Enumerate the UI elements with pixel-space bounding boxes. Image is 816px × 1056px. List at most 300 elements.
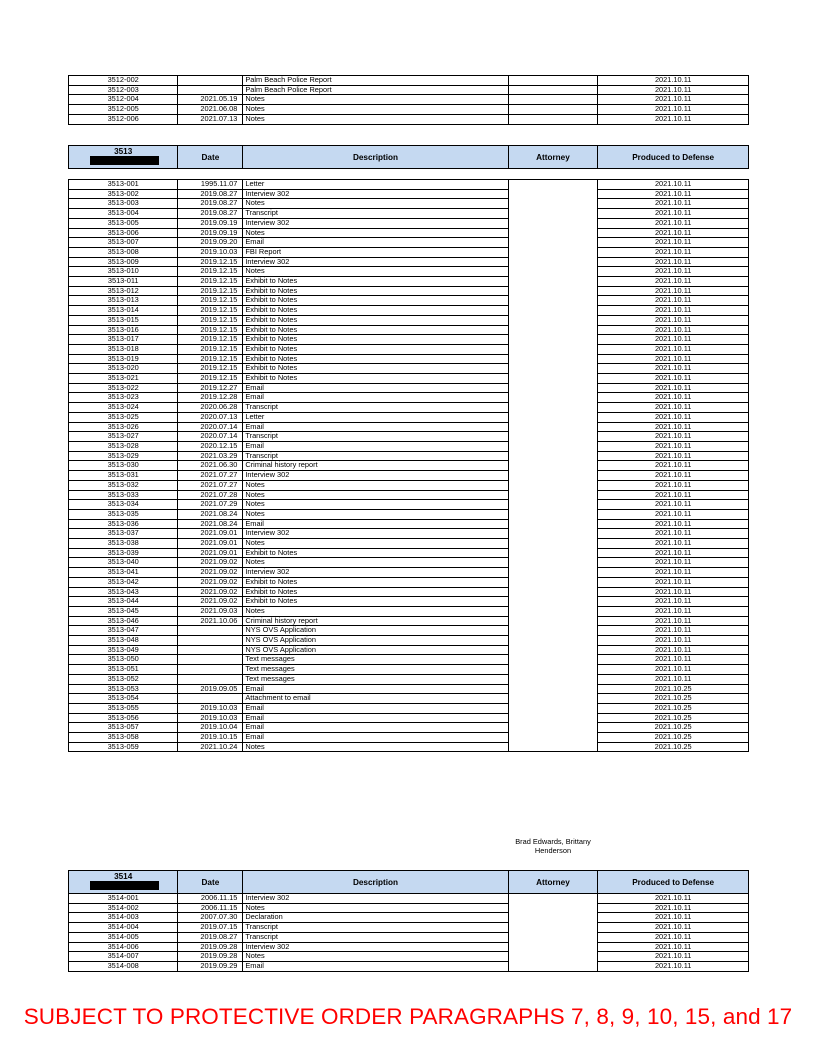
document-date: 2021.07.27 (178, 480, 243, 490)
attorney-cell (508, 306, 598, 316)
attorney-cell (508, 383, 598, 393)
table-row (69, 441, 749, 451)
produced-date: 2021.10.11 (598, 952, 749, 962)
attorney-cell (508, 267, 598, 277)
document-id: 3513-027 (69, 432, 178, 442)
table-row (69, 733, 749, 743)
table-row (69, 383, 749, 393)
document-id: 3514-005 (69, 932, 178, 942)
document-description: Notes (243, 95, 508, 105)
document-description: Interview 302 (243, 218, 508, 228)
produced-column-header: Produced to Defense (598, 871, 749, 894)
attorney-cell (508, 374, 598, 384)
document-description: Interview 302 (243, 894, 508, 904)
document-date: 2006.11.15 (178, 894, 243, 904)
document-description: NYS OVS Application (243, 645, 508, 655)
document-description: Exhibit to Notes (243, 587, 508, 597)
description-column-header: Description (243, 871, 508, 894)
attorney-cell (508, 199, 598, 209)
attorney-cell (508, 228, 598, 238)
table-row (69, 577, 749, 587)
section-id-cell (69, 146, 178, 169)
document-description: Text messages (243, 674, 508, 684)
document-description: Exhibit to Notes (243, 315, 508, 325)
table-row (69, 655, 749, 665)
attorney-cell (508, 942, 598, 952)
document-id: 3513-022 (69, 383, 178, 393)
attorney-cell (508, 932, 598, 942)
document-description: NYS OVS Application (243, 626, 508, 636)
document-date: 2007.07.30 (178, 913, 243, 923)
table-row (69, 114, 749, 124)
document-description: Email (243, 441, 508, 451)
produced-date: 2021.10.25 (598, 723, 749, 733)
document-description: Email (243, 961, 508, 971)
produced-column-header: Produced to Defense (598, 146, 749, 169)
document-id: 3513-049 (69, 645, 178, 655)
table-row (69, 461, 749, 471)
table-row (69, 277, 749, 287)
document-id: 3513-002 (69, 189, 178, 199)
document-description: Notes (243, 606, 508, 616)
produced-date: 2021.10.11 (598, 189, 749, 199)
attorney-cell (508, 490, 598, 500)
section-id-cell (69, 871, 178, 894)
attorney-cell (508, 315, 598, 325)
document-id: 3513-047 (69, 626, 178, 636)
table-row (69, 616, 749, 626)
table-row (69, 665, 749, 675)
document-date: 2021.09.01 (178, 539, 243, 549)
attorney-cell (508, 218, 598, 228)
attorney-cell (508, 393, 598, 403)
document-date: 2021.07.27 (178, 471, 243, 481)
produced-date: 2021.10.11 (598, 441, 749, 451)
document-id: 3512-003 (69, 85, 178, 95)
document-description: Exhibit to Notes (243, 277, 508, 287)
attorney-cell (508, 95, 598, 105)
attorney-cell (508, 451, 598, 461)
document-id: 3513-020 (69, 364, 178, 374)
document-description: Criminal history report (243, 461, 508, 471)
produced-date: 2021.10.11 (598, 218, 749, 228)
document-id: 3514-003 (69, 913, 178, 923)
table-row (69, 374, 749, 384)
document-id: 3513-034 (69, 500, 178, 510)
produced-date: 2021.10.11 (598, 490, 749, 500)
attorney-cell (508, 548, 598, 558)
produced-date: 2021.10.11 (598, 76, 749, 86)
document-date: 2019.08.27 (178, 189, 243, 199)
produced-date: 2021.10.11 (598, 403, 749, 413)
table-3513 (68, 179, 749, 752)
produced-date: 2021.10.11 (598, 325, 749, 335)
produced-date: 2021.10.11 (598, 587, 749, 597)
produced-date: 2021.10.11 (598, 665, 749, 675)
document-id: 3513-050 (69, 655, 178, 665)
table-row (69, 180, 749, 190)
section-header-3514 (68, 870, 749, 894)
produced-date: 2021.10.11 (598, 422, 749, 432)
document-date: 2019.12.15 (178, 257, 243, 267)
table-row (69, 913, 749, 923)
produced-date: 2021.10.11 (598, 616, 749, 626)
table-row (69, 942, 749, 952)
document-id: 3513-024 (69, 403, 178, 413)
section-number: 3514 (114, 872, 133, 881)
produced-date: 2021.10.11 (598, 539, 749, 549)
document-id: 3513-037 (69, 529, 178, 539)
document-description: Attachment to email (243, 694, 508, 704)
attorney-cell (508, 325, 598, 335)
document-date (178, 85, 243, 95)
table-row (69, 76, 749, 86)
attorney-cell (508, 189, 598, 199)
document-id: 3513-025 (69, 412, 178, 422)
produced-date: 2021.10.11 (598, 923, 749, 933)
document-date: 1995.11.07 (178, 180, 243, 190)
produced-date: 2021.10.11 (598, 500, 749, 510)
document-description: Email (243, 238, 508, 248)
document-date: 2021.09.01 (178, 548, 243, 558)
produced-date: 2021.10.11 (598, 519, 749, 529)
produced-date: 2021.10.11 (598, 432, 749, 442)
attorney-cell (508, 558, 598, 568)
produced-date: 2021.10.11 (598, 932, 749, 942)
attorney-cell (508, 952, 598, 962)
document-description: Interview 302 (243, 471, 508, 481)
document-date: 2019.12.15 (178, 296, 243, 306)
document-description: Exhibit to Notes (243, 597, 508, 607)
attorney-cell (508, 587, 598, 597)
description-column-header: Description (243, 146, 508, 169)
table-row (69, 568, 749, 578)
document-description: Letter (243, 412, 508, 422)
table-row (69, 286, 749, 296)
table-row (69, 932, 749, 942)
attorney-cell (508, 703, 598, 713)
table-row (69, 238, 749, 248)
attorney-cell (508, 568, 598, 578)
table-row (69, 267, 749, 277)
document-id: 3513-051 (69, 665, 178, 675)
document-id: 3514-002 (69, 903, 178, 913)
table-row (69, 684, 749, 694)
table-row (69, 636, 749, 646)
document-description: Exhibit to Notes (243, 325, 508, 335)
document-id: 3513-042 (69, 577, 178, 587)
document-id: 3513-019 (69, 354, 178, 364)
table-row (69, 296, 749, 306)
produced-date: 2021.10.11 (598, 296, 749, 306)
document-description: Interview 302 (243, 568, 508, 578)
document-description: Email (243, 713, 508, 723)
document-date: 2019.10.15 (178, 733, 243, 743)
produced-date: 2021.10.11 (598, 354, 749, 364)
document-date: 2019.08.27 (178, 209, 243, 219)
document-date: 2021.08.24 (178, 519, 243, 529)
document-description: Exhibit to Notes (243, 306, 508, 316)
attorney-column-header: Attorney (508, 146, 598, 169)
document-id: 3513-028 (69, 441, 178, 451)
document-description: Notes (243, 539, 508, 549)
produced-date: 2021.10.25 (598, 733, 749, 743)
table-row (69, 490, 749, 500)
table-row (69, 364, 749, 374)
produced-date: 2021.10.11 (598, 228, 749, 238)
attorney-cell (508, 723, 598, 733)
document-description: Interview 302 (243, 189, 508, 199)
table-row (69, 645, 749, 655)
document-description: Transcript (243, 932, 508, 942)
attorney-cell (508, 257, 598, 267)
document-description: Notes (243, 509, 508, 519)
document-date: 2021.05.19 (178, 95, 243, 105)
table-row (69, 189, 749, 199)
table-row (69, 451, 749, 461)
table-row (69, 519, 749, 529)
document-date (178, 76, 243, 86)
document-date (178, 694, 243, 704)
document-date: 2021.09.03 (178, 606, 243, 616)
attorney-cell (508, 412, 598, 422)
document-date: 2020.07.14 (178, 432, 243, 442)
document-id: 3513-021 (69, 374, 178, 384)
attorney-cell (508, 296, 598, 306)
document-date: 2021.09.02 (178, 587, 243, 597)
produced-date: 2021.10.11 (598, 645, 749, 655)
table-row (69, 315, 749, 325)
document-date: 2019.10.03 (178, 703, 243, 713)
document-id: 3512-002 (69, 76, 178, 86)
document-id: 3513-009 (69, 257, 178, 267)
document-date: 2021.10.06 (178, 616, 243, 626)
document-id: 3513-044 (69, 597, 178, 607)
document-id: 3513-016 (69, 325, 178, 335)
document-description: Exhibit to Notes (243, 374, 508, 384)
document-date (178, 655, 243, 665)
produced-date: 2021.10.11 (598, 626, 749, 636)
attorney-cell (508, 577, 598, 587)
attorney-cell (508, 247, 598, 257)
attorney-cell (508, 733, 598, 743)
table-row (69, 325, 749, 335)
document-description: Email (243, 393, 508, 403)
produced-date: 2021.10.11 (598, 961, 749, 971)
produced-date: 2021.10.11 (598, 903, 749, 913)
attorney-cell (508, 636, 598, 646)
document-date: 2019.09.28 (178, 952, 243, 962)
document-description: Exhibit to Notes (243, 364, 508, 374)
produced-date: 2021.10.11 (598, 636, 749, 646)
document-description: Email (243, 684, 508, 694)
document-date: 2019.10.03 (178, 247, 243, 257)
table-row (69, 393, 749, 403)
attorney-cell (508, 441, 598, 451)
table-row (69, 432, 749, 442)
table-row (69, 335, 749, 345)
produced-date: 2021.10.11 (598, 577, 749, 587)
attorney-cell (508, 500, 598, 510)
document-date: 2019.12.15 (178, 364, 243, 374)
document-date: 2019.09.05 (178, 684, 243, 694)
document-id: 3513-010 (69, 267, 178, 277)
attorney-cell (508, 539, 598, 549)
document-description: FBI Report (243, 247, 508, 257)
document-description: Exhibit to Notes (243, 577, 508, 587)
document-id: 3514-006 (69, 942, 178, 952)
document-date: 2019.12.15 (178, 286, 243, 296)
document-description: Notes (243, 114, 508, 124)
table-row (69, 354, 749, 364)
document-date: 2020.07.13 (178, 412, 243, 422)
document-description: Email (243, 422, 508, 432)
document-date: 2019.09.29 (178, 961, 243, 971)
table-row (69, 923, 749, 933)
document-description: Transcript (243, 432, 508, 442)
document-description: Text messages (243, 665, 508, 675)
produced-date: 2021.10.25 (598, 713, 749, 723)
table-row (69, 403, 749, 413)
document-description: Interview 302 (243, 529, 508, 539)
document-id: 3513-033 (69, 490, 178, 500)
table-row (69, 228, 749, 238)
document-description: Exhibit to Notes (243, 296, 508, 306)
attorney-cell (508, 364, 598, 374)
document-id: 3513-003 (69, 199, 178, 209)
document-id: 3512-006 (69, 114, 178, 124)
document-date: 2021.09.01 (178, 529, 243, 539)
document-id: 3513-043 (69, 587, 178, 597)
document-date: 2021.09.02 (178, 577, 243, 587)
document-date: 2021.07.13 (178, 114, 243, 124)
attorney-cell (508, 180, 598, 190)
document-id: 3513-001 (69, 180, 178, 190)
document-description: Criminal history report (243, 616, 508, 626)
document-id: 3513-056 (69, 713, 178, 723)
table-row (69, 606, 749, 616)
attorney-cell (508, 422, 598, 432)
attorney-cell (508, 626, 598, 636)
produced-date: 2021.10.11 (598, 606, 749, 616)
produced-date: 2021.10.11 (598, 568, 749, 578)
attorney-cell (508, 354, 598, 364)
document-id: 3513-048 (69, 636, 178, 646)
document-id: 3513-026 (69, 422, 178, 432)
document-id: 3514-004 (69, 923, 178, 933)
table-row (69, 85, 749, 95)
document-id: 3513-032 (69, 480, 178, 490)
produced-date: 2021.10.11 (598, 597, 749, 607)
document-date: 2019.12.15 (178, 306, 243, 316)
document-id: 3513-059 (69, 742, 178, 752)
produced-date: 2021.10.11 (598, 85, 749, 95)
document-description: Declaration (243, 913, 508, 923)
table-row (69, 952, 749, 962)
document-description: Interview 302 (243, 942, 508, 952)
table-row (69, 500, 749, 510)
section-header-3513 (68, 145, 749, 169)
attorney-cell (508, 471, 598, 481)
table-row (69, 209, 749, 219)
attorney-cell (508, 684, 598, 694)
document-date: 2019.12.15 (178, 315, 243, 325)
document-date: 2020.07.14 (178, 422, 243, 432)
produced-date: 2021.10.11 (598, 655, 749, 665)
attorney-column-header: Attorney (508, 871, 598, 894)
produced-date: 2021.10.11 (598, 344, 749, 354)
document-description: Interview 302 (243, 257, 508, 267)
document-date: 2021.10.24 (178, 742, 243, 752)
table-row (69, 471, 749, 481)
document-id: 3513-039 (69, 548, 178, 558)
attorney-cell (508, 894, 598, 904)
document-id: 3512-004 (69, 95, 178, 105)
attorney-cell (508, 209, 598, 219)
table-row (69, 903, 749, 913)
produced-date: 2021.10.11 (598, 306, 749, 316)
document-date: 2019.09.19 (178, 228, 243, 238)
document-date: 2021.09.02 (178, 568, 243, 578)
document-id: 3514-001 (69, 894, 178, 904)
document-date: 2019.12.15 (178, 335, 243, 345)
table-row (69, 558, 749, 568)
produced-date: 2021.10.11 (598, 180, 749, 190)
attorney-cell (508, 606, 598, 616)
document-id: 3513-005 (69, 218, 178, 228)
document-id: 3513-008 (69, 247, 178, 257)
document-description: Notes (243, 267, 508, 277)
attorney-cell (508, 335, 598, 345)
produced-date: 2021.10.11 (598, 913, 749, 923)
table-row (69, 597, 749, 607)
produced-date: 2021.10.11 (598, 558, 749, 568)
produced-date: 2021.10.11 (598, 286, 749, 296)
produced-date: 2021.10.11 (598, 412, 749, 422)
attorney-cell (508, 403, 598, 413)
table-row (69, 894, 749, 904)
produced-date: 2021.10.11 (598, 247, 749, 257)
produced-date: 2021.10.11 (598, 383, 749, 393)
table-row (69, 674, 749, 684)
document-description: Exhibit to Notes (243, 286, 508, 296)
document-date: 2019.10.03 (178, 713, 243, 723)
attorney-cell (508, 694, 598, 704)
document-date: 2021.09.02 (178, 558, 243, 568)
document-description: Exhibit to Notes (243, 354, 508, 364)
document-date: 2021.07.29 (178, 500, 243, 510)
document-date: 2019.12.15 (178, 354, 243, 364)
table-row (69, 694, 749, 704)
document-description: Notes (243, 500, 508, 510)
section-number: 3513 (114, 147, 133, 156)
document-description: Exhibit to Notes (243, 335, 508, 345)
attorney-cell (508, 913, 598, 923)
produced-date: 2021.10.25 (598, 684, 749, 694)
document-id: 3513-017 (69, 335, 178, 345)
document-description: Transcript (243, 403, 508, 413)
table-row (69, 306, 749, 316)
document-id: 3513-041 (69, 568, 178, 578)
attorney-cell (508, 655, 598, 665)
document-description: Notes (243, 490, 508, 500)
document-description: Transcript (243, 209, 508, 219)
document-description: Exhibit to Notes (243, 548, 508, 558)
document-id: 3513-006 (69, 228, 178, 238)
table-row (69, 587, 749, 597)
document-description: Notes (243, 105, 508, 115)
document-description: Notes (243, 742, 508, 752)
